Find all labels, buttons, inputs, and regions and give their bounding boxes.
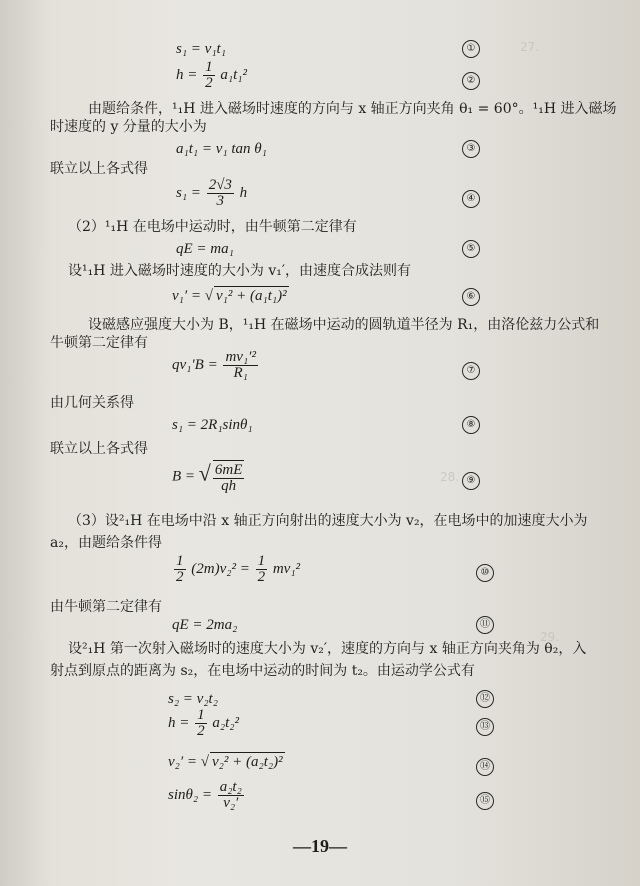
paragraph-part-3-cont: a₂，由题给条件得 <box>50 535 162 551</box>
paragraph-combine-1: 联立以上各式得 <box>50 161 148 177</box>
paragraph-velocity: 设¹₁H 进入磁场时速度的大小为 v₁′，由速度合成法则有 <box>68 263 412 279</box>
equation-9: B = √ $\frac{6mE}{qh}$ <box>172 460 243 494</box>
equation-label-12: ⑫ <box>476 690 494 708</box>
equation-label-13: ⑬ <box>476 718 494 736</box>
equation-7: qv₁′B = $\frac{\text{mv₁′²}}{\text{R₁}}$ <box>172 349 256 381</box>
equation-10: $\frac{1}{2}$ (2m)v₂² = $\frac{1}{2}$ mv₁² <box>176 553 301 585</box>
paragraph-magnetic-cont: 牛顿第二定律有 <box>50 335 148 351</box>
equation-label-1: ① <box>462 40 480 58</box>
paragraph-condition-cont: 时速度的 y 分量的大小为 <box>50 119 207 135</box>
equation-6: v₁′ = √ v₁² + (a₁t₁)² <box>172 288 287 304</box>
page-number: —19— <box>293 836 347 856</box>
paragraph-combine-2: 联立以上各式得 <box>50 441 148 457</box>
equation-label-5: ⑤ <box>462 240 480 258</box>
equation-13: h = $\frac{1}{2}$ a₂t₂² <box>168 707 239 739</box>
equation-11: qE = 2ma₂ <box>172 617 238 633</box>
equation-label-4: ④ <box>462 190 480 208</box>
equation-5: qE = ma₁ <box>176 241 234 257</box>
equation-label-7: ⑦ <box>462 362 480 380</box>
equation-3: a₁t₁ = v₁ tan θ₁ <box>176 141 267 157</box>
equation-label-15: ⑮ <box>476 792 494 810</box>
equation-label-6: ⑥ <box>462 288 480 306</box>
equation-14: v₂′ = √ v₂² + (a₂t₂)² <box>168 754 283 770</box>
equation-label-9: ⑨ <box>462 472 480 490</box>
equation-15: sinθ₂ = $\frac{\text{a₂t₂}}{\text{v₂′}}$ <box>168 779 242 811</box>
equation-label-11: ⑪ <box>476 616 494 634</box>
bleed-through-text: 29. <box>540 630 560 644</box>
equation-label-3: ③ <box>462 140 480 158</box>
equation-8: s₁ = 2R₁sinθ₁ <box>172 417 253 433</box>
equation-label-10: ⑩ <box>476 564 494 582</box>
equation-label-14: ⑭ <box>476 758 494 776</box>
equation-4: s₁ = $\frac{2√3}{3}$ h <box>176 177 248 209</box>
equation-12: s₂ = v₂t₂ <box>168 691 218 707</box>
bleed-through-text: 27. <box>520 40 540 54</box>
paragraph-condition: 由题给条件，¹₁H 进入磁场时速度的方向与 x 轴正方向夹角 θ₁ = 60°。¹₁H 进入磁场 <box>88 101 617 117</box>
bleed-through-text: 28. <box>440 470 460 484</box>
paragraph-entry-cont: 射点到原点的距离为 s₂，在电场中运动的时间为 t₂。由运动学公式有 <box>50 663 475 679</box>
equation-label-8: ⑧ <box>462 416 480 434</box>
paragraph-newton: 由牛顿第二定律有 <box>50 599 162 615</box>
paragraph-entry: 设²₁H 第一次射入磁场时的速度大小为 v₂′，速度的方向与 x 轴正方向夹角为 θ₂，入 <box>68 641 587 657</box>
paragraph-part-2: （2）¹₁H 在电场中运动时，由牛顿第二定律有 <box>68 219 357 235</box>
paragraph-geometry: 由几何关系得 <box>50 395 134 411</box>
equation-2: h = $\frac{1}{2}$ a₁t₁² <box>176 59 247 91</box>
equation-1: s₁ = v₁t₁ <box>176 41 226 57</box>
paragraph-part-3: （3）设²₁H 在电场中沿 x 轴正方向射出的速度大小为 v₂，在电场中的加速度大小为 <box>68 513 588 529</box>
paragraph-magnetic: 设磁感应强度大小为 B，¹₁H 在磁场中运动的圆轨道半径为 R₁，由洛伦兹力公式和 <box>88 317 600 333</box>
equation-label-2: ② <box>462 72 480 90</box>
